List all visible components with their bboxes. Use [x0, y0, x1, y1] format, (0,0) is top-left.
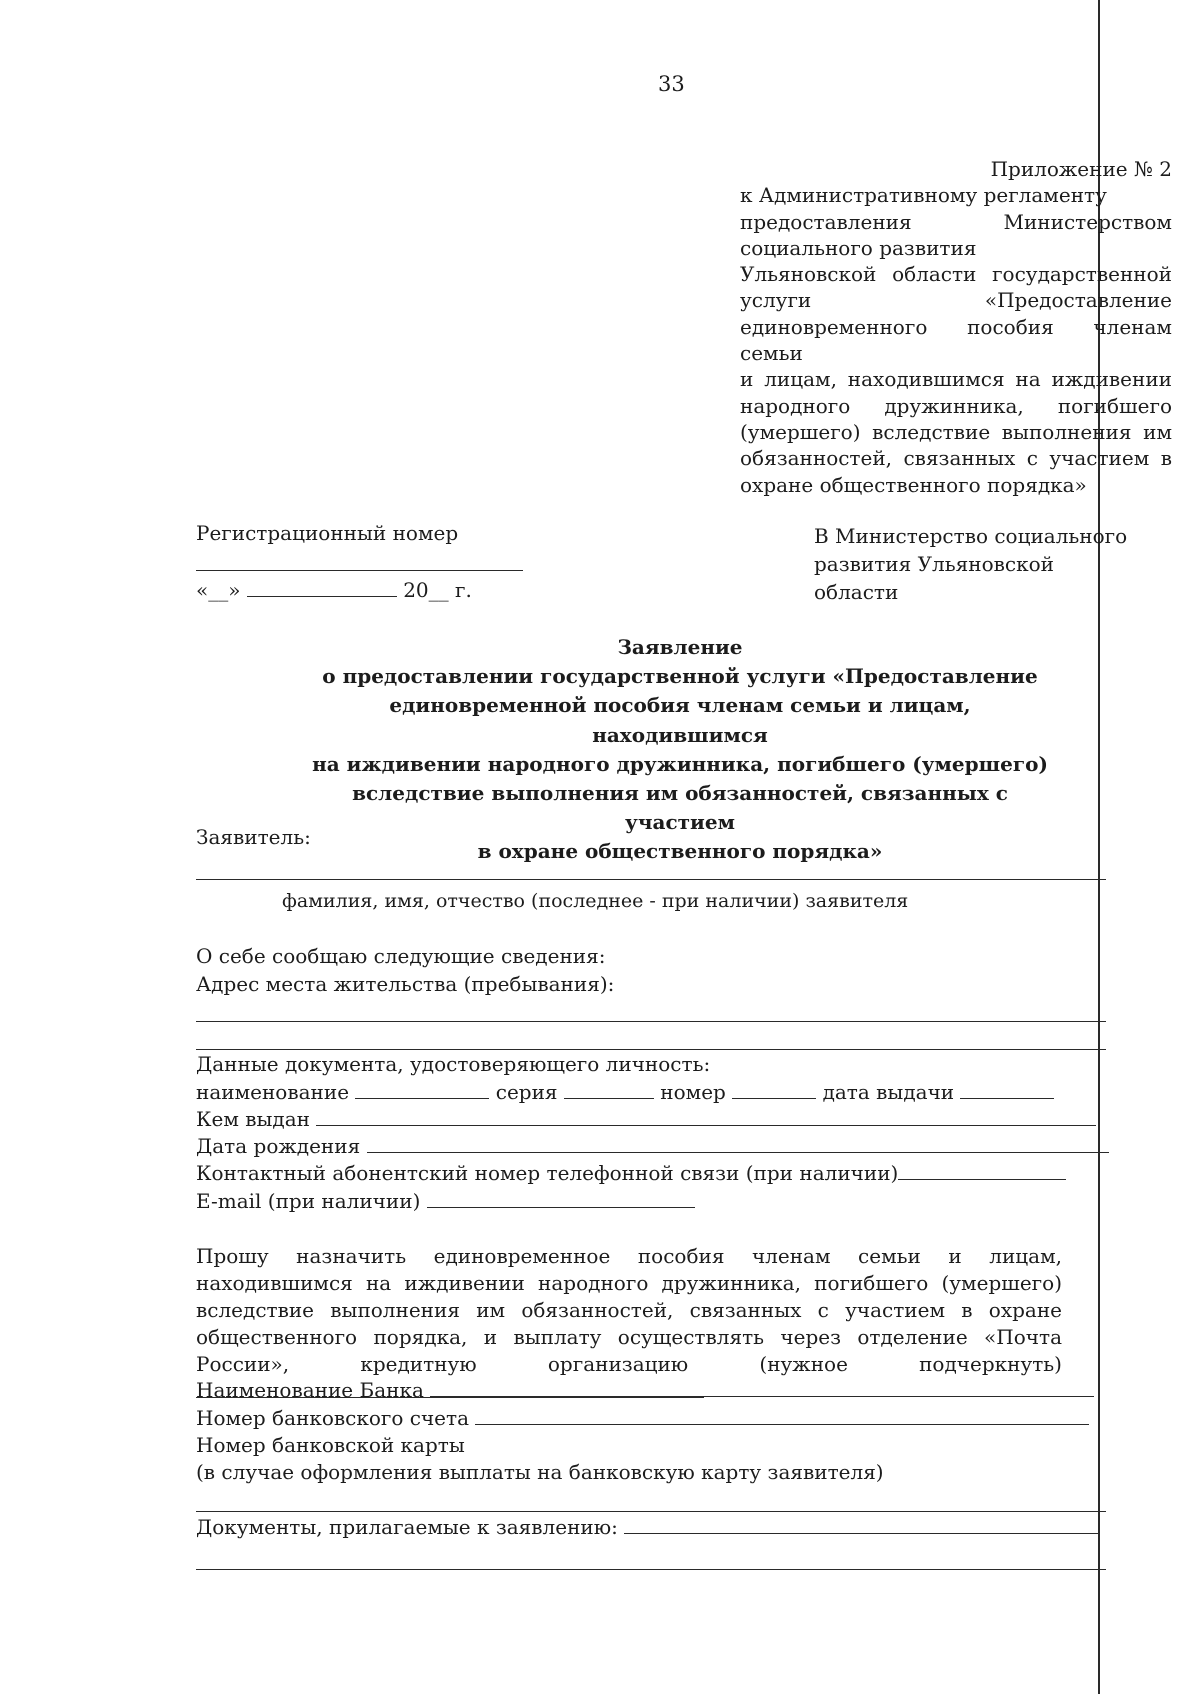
- document-name-field[interactable]: [355, 1080, 489, 1099]
- documents-row: [196, 1515, 1098, 1539]
- applicant-name-caption: фамилия, имя, отчество (последнее - при наличии) заявителя: [282, 890, 909, 912]
- appendix-line: (умершего) вследствие выполнения им: [740, 419, 1172, 444]
- about-intro: О себе сообщаю следующие сведения:: [196, 944, 606, 968]
- appendix-line: и лицам, находившимся на иждивении: [740, 367, 1172, 392]
- number-label: номер: [660, 1080, 726, 1104]
- issued-by-label: Кем выдан: [196, 1107, 310, 1131]
- request-text: Прошу назначить единовременное пособия членам семьи и лицам, находившимся на иждивении народного дружинника, погибшего (умершего) вследствие выполнения им обязанностей, связанных с участием в охране общественного порядка, и выплату осуществлять через отделение «Почта России», кредитную организацию (нужное подчеркнуть): [196, 1244, 1062, 1376]
- account-label: Номер банковского счета: [196, 1406, 469, 1430]
- recipient-line: В Министерство социального: [814, 524, 1128, 548]
- account-row: [196, 1406, 1089, 1430]
- phone-field[interactable]: [898, 1161, 1066, 1180]
- birth-date-label: Дата рождения: [196, 1134, 361, 1158]
- card-number-field[interactable]: [196, 1511, 1106, 1512]
- appendix-line: единовременного пособия членам семьи: [740, 314, 1172, 366]
- phone-row: [196, 1161, 1066, 1185]
- title-line: в охране общественного порядка»: [477, 839, 883, 864]
- date-day: «__»: [196, 578, 247, 602]
- number-field[interactable]: [732, 1080, 816, 1099]
- title-line: вследствие выполнения им обязанностей, связанных с участием: [352, 781, 1008, 835]
- appendix-line: народного дружинника, погибшего: [740, 393, 1172, 418]
- appendix-line: предоставления Министерством: [740, 209, 1172, 234]
- recipient-line: развития Ульяновской области: [814, 552, 1054, 604]
- phone-label: Контактный абонентский номер телефонной связи (при наличии): [196, 1161, 899, 1185]
- appendix-line: социального развития: [740, 235, 977, 260]
- birth-date-row: [196, 1134, 1109, 1158]
- document-name-label: наименование: [196, 1080, 350, 1104]
- document-title: [300, 633, 1060, 867]
- appendix-line: охране общественного порядка»: [740, 472, 1087, 497]
- title-line: Заявление: [617, 635, 743, 659]
- card-note: (в случае оформления выплаты на банковскую карту заявителя): [196, 1460, 884, 1484]
- email-row: [196, 1189, 695, 1213]
- bank-name-row: [196, 1378, 1094, 1402]
- identity-row: [196, 1080, 1054, 1104]
- recipient-block: [814, 522, 1144, 606]
- title-line: о предоставлении государственной услуги «Предоставление: [322, 664, 1038, 689]
- documents-label: Документы, прилагаемые к заявлению:: [196, 1515, 618, 1539]
- issue-date-label: дата выдачи: [822, 1080, 955, 1104]
- issued-by-row: [196, 1107, 1096, 1131]
- applicant-label: Заявитель:: [196, 825, 311, 849]
- address-field-line-1[interactable]: [196, 1021, 1106, 1022]
- appendix-line: Приложение № 2: [990, 157, 1172, 181]
- appendix-header: [740, 156, 1172, 498]
- series-field[interactable]: [564, 1080, 654, 1099]
- series-label: серия: [495, 1080, 558, 1104]
- bank-name-field[interactable]: [430, 1378, 1094, 1397]
- identity-heading: Данные документа, удостоверяющего личность:: [196, 1052, 711, 1076]
- documents-field-line-2[interactable]: [196, 1569, 1106, 1570]
- title-line: единовременной пособия членам семьи и лицам, находившимся: [389, 693, 971, 747]
- bank-name-label: Наименование Банка: [196, 1378, 424, 1402]
- registration-date: [196, 578, 472, 602]
- documents-field[interactable]: [624, 1515, 1098, 1534]
- date-month-field[interactable]: [247, 578, 397, 597]
- issued-by-field[interactable]: [316, 1107, 1096, 1126]
- title-line: на иждивении народного дружинника, погибшего (умершего): [312, 751, 1048, 776]
- birth-date-field[interactable]: [367, 1134, 1109, 1153]
- email-label: E-mail (при наличии): [196, 1189, 421, 1213]
- address-field-line-2[interactable]: [196, 1049, 1106, 1050]
- card-label: Номер банковской карты: [196, 1433, 465, 1457]
- page-number: 33: [658, 72, 685, 96]
- applicant-name-field[interactable]: [196, 879, 1106, 880]
- email-field[interactable]: [427, 1189, 695, 1208]
- date-year: 20__ г.: [403, 578, 472, 602]
- appendix-line: Ульяновской области государственной: [740, 262, 1172, 287]
- registration-number-label: Регистрационный номер: [196, 521, 459, 545]
- issue-date-field[interactable]: [960, 1080, 1054, 1099]
- appendix-line: к Административному регламенту: [740, 183, 1107, 208]
- appendix-line: услуги «Предоставление: [740, 288, 1172, 313]
- appendix-line: обязанностей, связанных с участием в: [740, 446, 1172, 471]
- address-label: Адрес места жительства (пребывания):: [196, 972, 615, 996]
- registration-number-field[interactable]: [196, 570, 523, 571]
- account-field[interactable]: [475, 1406, 1089, 1425]
